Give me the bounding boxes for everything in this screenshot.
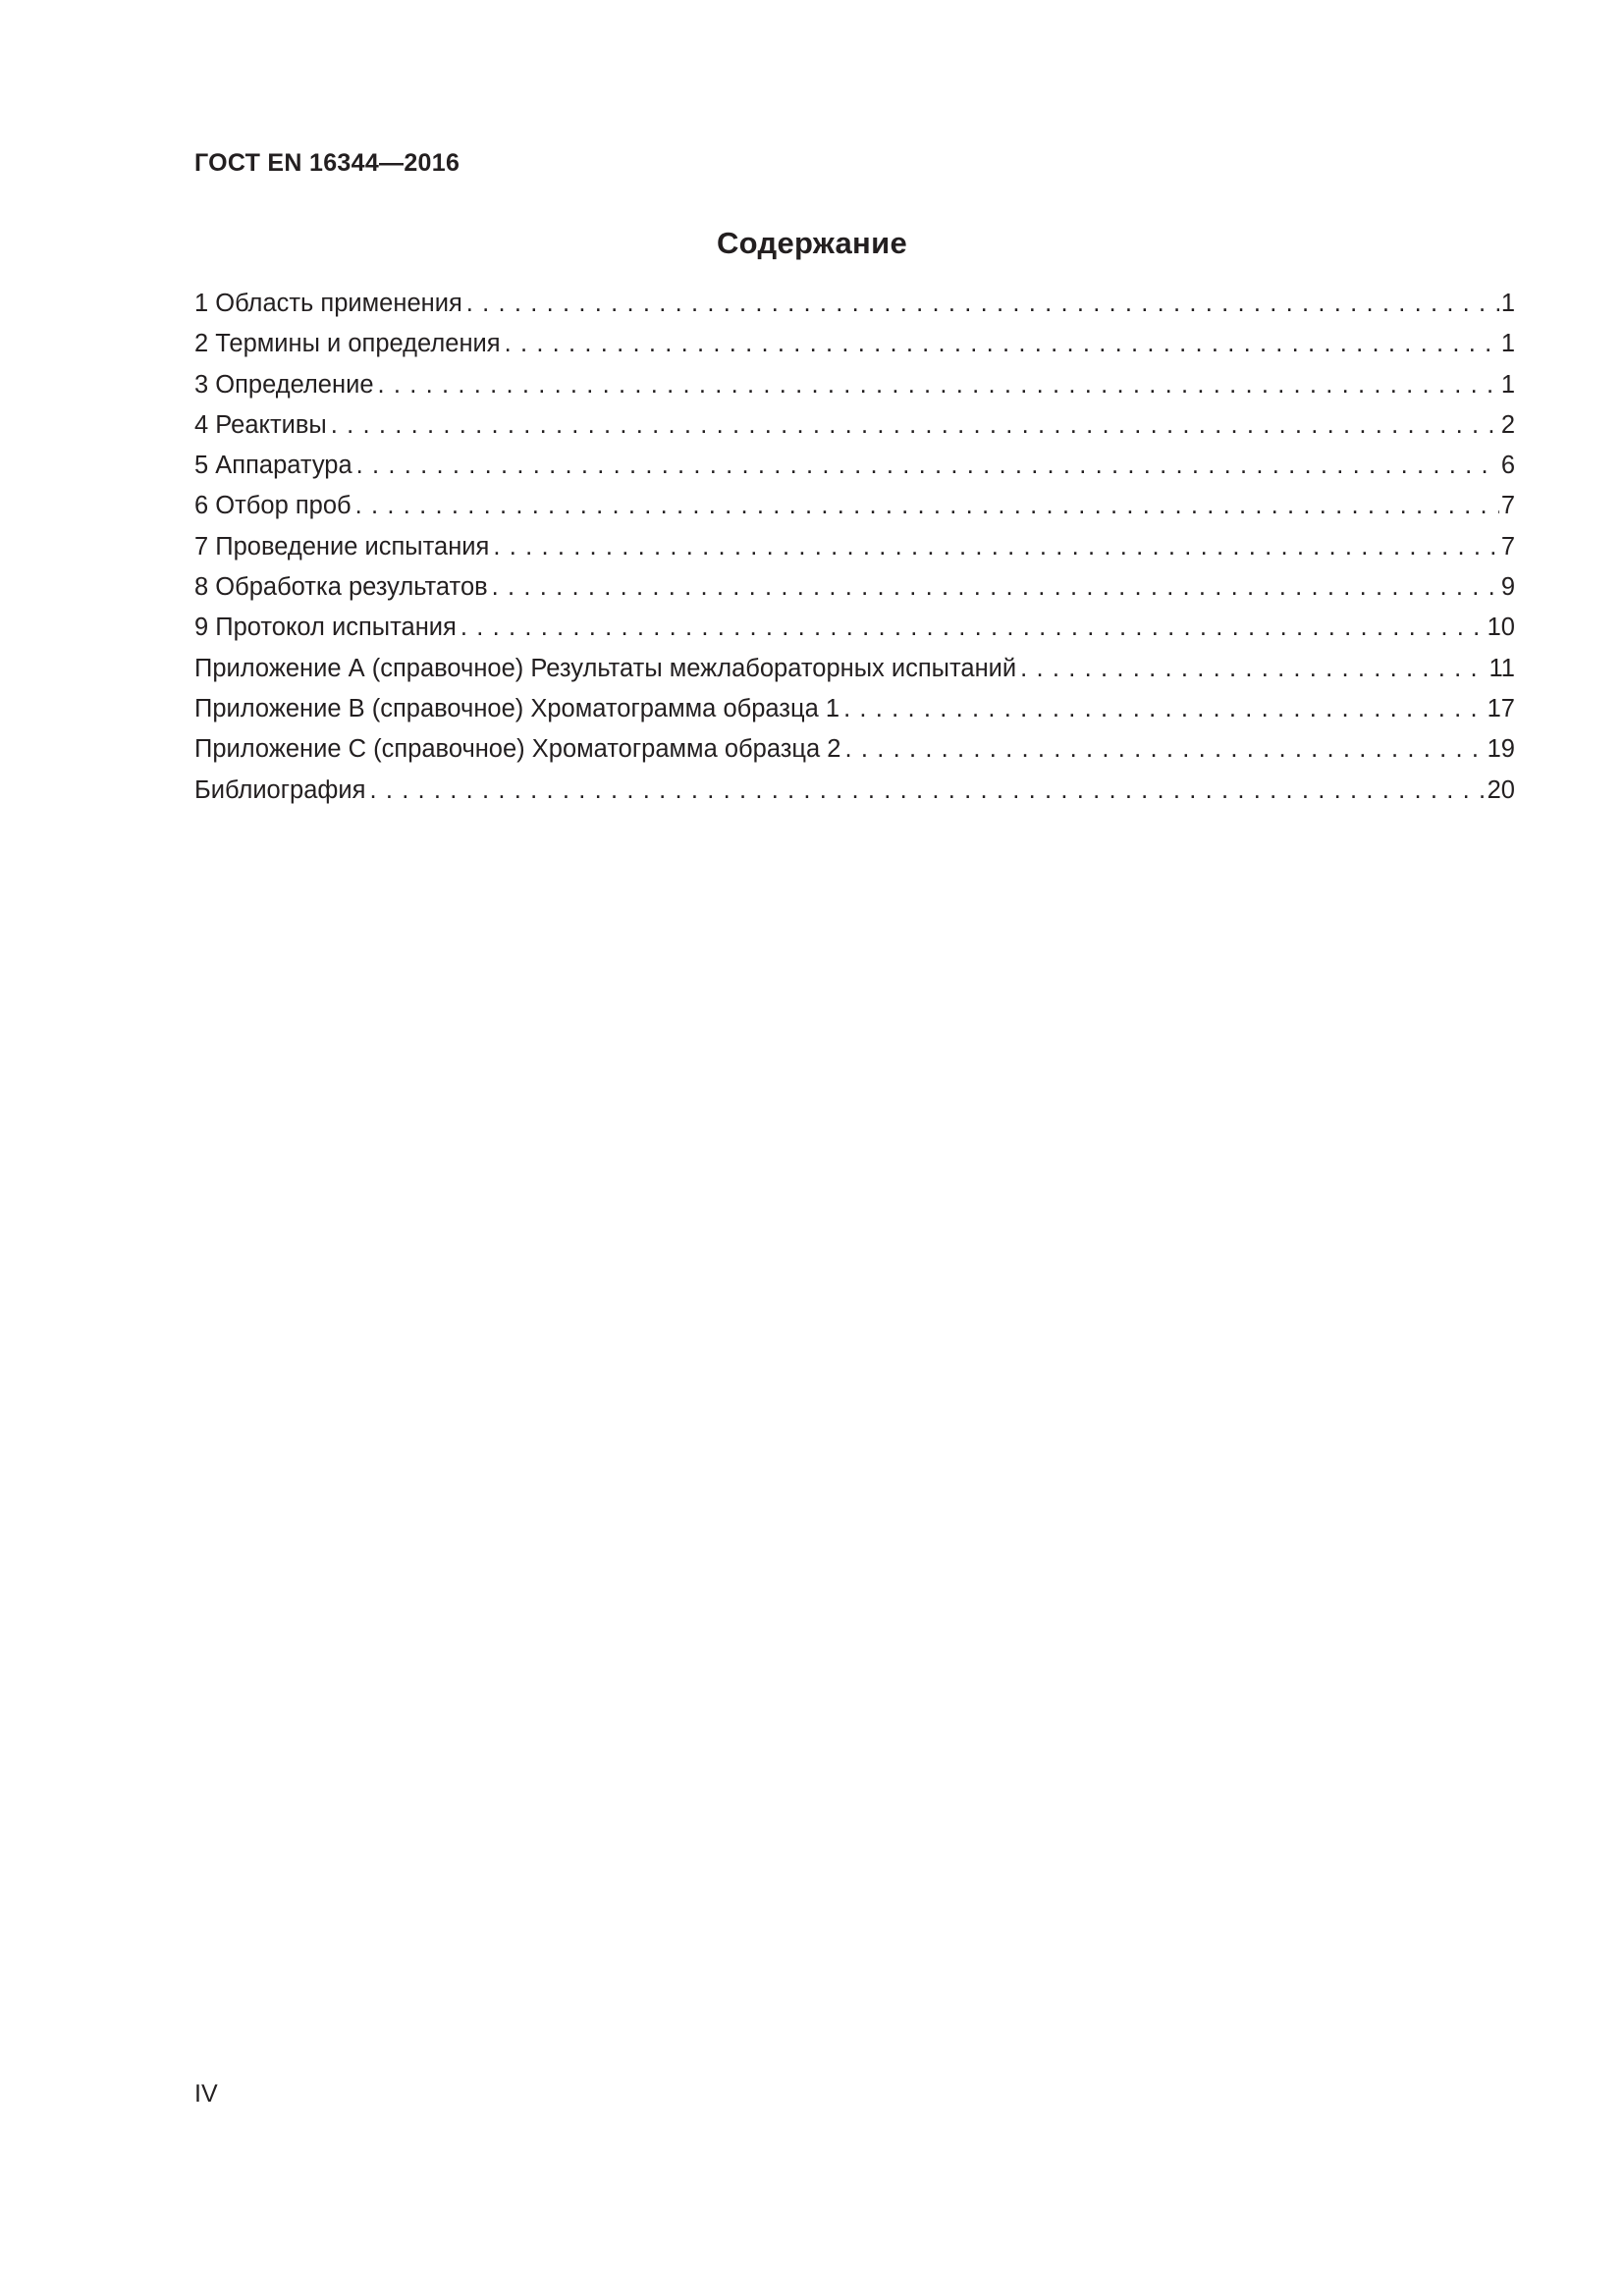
toc-entry-label: 7 Проведение испытания [194, 532, 490, 561]
toc-dot-leader [843, 689, 1486, 729]
toc-entry-label: 3 Определение [194, 370, 374, 399]
toc-dot-leader [505, 324, 1499, 364]
toc-entry[interactable] [194, 405, 1515, 446]
toc-entry-page: 1 [1500, 330, 1515, 358]
toc-entry[interactable] [194, 284, 1515, 324]
toc-entry-label: Приложение А (справочное) Результаты межлабораторных испытаний [194, 654, 1017, 682]
toc-entry-page: 11 [1489, 654, 1515, 682]
toc-dot-leader [492, 567, 1499, 608]
toc-entry[interactable] [194, 608, 1515, 648]
toc-entry[interactable] [194, 567, 1515, 608]
toc-entry-page: 19 [1487, 735, 1515, 764]
toc-dot-leader [844, 729, 1485, 770]
page-number: IV [194, 2080, 218, 2108]
toc-entry-label: Приложение В (справочное) Хроматограмма образца 1 [194, 694, 840, 722]
toc-entry-label: Библиография [194, 775, 366, 804]
toc-dot-leader [493, 527, 1498, 567]
toc-entry[interactable] [194, 689, 1515, 729]
toc-entry-label: 4 Реактивы [194, 410, 327, 439]
toc-entry-label: 6 Отбор проб [194, 492, 352, 520]
toc-entry[interactable] [194, 527, 1515, 567]
toc-entry[interactable] [194, 486, 1515, 526]
toc-entry[interactable] [194, 771, 1515, 811]
toc-entry-page: 10 [1487, 614, 1515, 642]
toc-entry-page: 9 [1500, 573, 1515, 602]
toc-entry-page: 2 [1500, 410, 1515, 439]
toc-entry-page: 7 [1500, 492, 1515, 520]
toc-entry-page: 17 [1487, 694, 1515, 722]
toc-dot-leader [378, 365, 1499, 405]
document-code-header: ГОСТ EN 16344—2016 [194, 149, 460, 177]
toc-dot-leader [1020, 649, 1487, 689]
toc-entry-label: Приложение С (справочное) Хроматограмма образца 2 [194, 735, 841, 764]
table-of-contents [194, 284, 1515, 811]
toc-entry[interactable] [194, 649, 1515, 689]
toc-entry-label: 5 Аппаратура [194, 452, 352, 480]
toc-entry[interactable] [194, 365, 1515, 405]
toc-dot-leader [331, 405, 1499, 446]
toc-title: Содержание [717, 226, 907, 260]
toc-entry-label: 1 Область применения [194, 290, 462, 317]
toc-entry-page: 7 [1500, 532, 1515, 561]
toc-dot-leader [355, 486, 1499, 526]
toc-dot-leader [356, 446, 1499, 486]
toc-entry-label: 8 Обработка результатов [194, 573, 488, 602]
toc-dot-leader [460, 608, 1486, 648]
toc-entry-label: 9 Протокол испытания [194, 614, 457, 642]
toc-entry-page: 6 [1500, 452, 1515, 480]
toc-entry[interactable] [194, 324, 1515, 364]
toc-entry[interactable] [194, 729, 1515, 770]
toc-entry-page: 1 [1500, 370, 1515, 399]
toc-dot-leader [369, 771, 1485, 811]
toc-entry-page: 20 [1487, 775, 1515, 804]
toc-entry-page: 1 [1500, 290, 1515, 317]
toc-dot-leader [466, 284, 1499, 324]
toc-entry-label: 2 Термины и определения [194, 330, 501, 358]
toc-entry[interactable] [194, 446, 1515, 486]
